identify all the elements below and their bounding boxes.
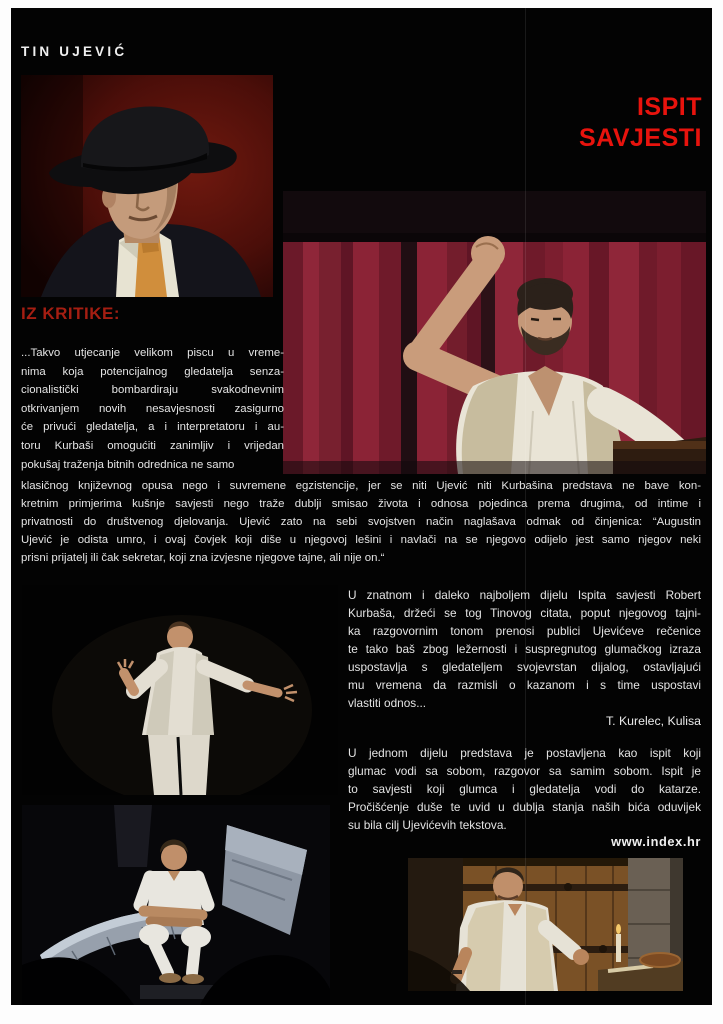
stage-photo-sitting: [22, 805, 330, 1005]
section-heading: IZ KRITIKE:: [21, 304, 120, 323]
text-line: su bila cilj Ujevićevih tekstova.: [348, 818, 507, 832]
show-title-line1: ISPIT: [636, 93, 702, 121]
text-line: ...Takvo utjecanje velikom piscu u vreme-: [21, 347, 284, 359]
kritike-column-paragraph: [21, 344, 284, 474]
text-line: prisni prijatelj ili čak sekretar, koji zna izvjesne njegove tajne, ali nije on.“: [21, 552, 385, 564]
show-title: [579, 92, 702, 154]
text-line: mu vremena da razmisli o kazanom i s time uspostavi: [348, 678, 701, 692]
text-line: će privući gledatelja, a i interpretatoru i au-: [21, 421, 284, 434]
kritike-full-paragraph: [21, 477, 701, 567]
text-line: kretnim primjerima kušnje savjesti nego traže dublji smisao života i odnosa pojedinca prema drugima, od intime i: [21, 498, 701, 510]
text-line: pokušaj traženja bitnih odrednica ne samo: [21, 458, 235, 471]
show-title-line2: SAVJESTI: [578, 124, 702, 152]
text-line: U znatnom i daleko najboljem dijelu Ispita savjesti Robert: [348, 588, 701, 602]
text-line: ka razgovornim tonom prenosi publici Ujevićeve rečenice: [348, 624, 701, 638]
stage-photo-raised-fist: [283, 191, 706, 474]
text-line: uspostavlja s gledateljem svojevrstan dijalog, ostavljajući: [348, 660, 701, 674]
scan-fold-line: [525, 8, 526, 1005]
stage-photo-door: [408, 858, 683, 991]
text-line: te tako baš zbog ležernosti i suspregnutog glumačkog izraza: [348, 642, 701, 656]
text-line: cionalistički bombardiraju svakodnevnim: [21, 384, 284, 397]
text-line: otkrivanjem novih nesavjesnosti zasigurno: [21, 402, 284, 415]
stage-photo-gesture: [22, 585, 338, 795]
text-line: toru Kurbaši omogućiti zanimljiv i vrijedan: [21, 439, 284, 452]
text-line: to savjesti koji glumca i gledatelja vodi do katarze.: [348, 782, 701, 796]
author-title: TIN UJEVIĆ: [21, 44, 128, 59]
text-line: Kurbaša, držeći se tog Tinovog citata, poput njegovog tajni-: [348, 606, 701, 620]
text-line: glumac vodi sa sobom, razgovor sa samim sobom. Ispit je: [348, 764, 701, 778]
text-line: privatnosti do društvenog djelovanja. Ujević zato na sebi svojstven način naglašava odmak od činjenica: “Augustin: [21, 516, 701, 528]
text-line: vlastiti odnos...: [348, 696, 427, 710]
text-line: nima koja potencijalnog gledatelja senza-: [21, 365, 284, 378]
text-line: U jednom dijelu predstava je postavljena kao ispit koji: [348, 746, 701, 760]
page-background: [11, 8, 712, 1005]
text-line: Ujević je odista umro, i ovaj čovjek koji diše u njegovoj lešini i navlači na se njegovo odijelo jest samo njegov neki: [21, 534, 701, 546]
text-line: Pročišćenje duše te uvid u dublja stanja naših bića oduvijek: [348, 800, 701, 814]
source-url: www.index.hr: [611, 834, 701, 849]
review-attribution: T. Kurelec, Kulisa: [605, 714, 701, 728]
tin-ujevic-portrait-painting: [21, 75, 273, 297]
text-line: klasičnog književnog opusa nego i suvremene egzistencije, jer se niti Ujević niti Kurbašina predstava ne bave kon-: [21, 480, 701, 492]
